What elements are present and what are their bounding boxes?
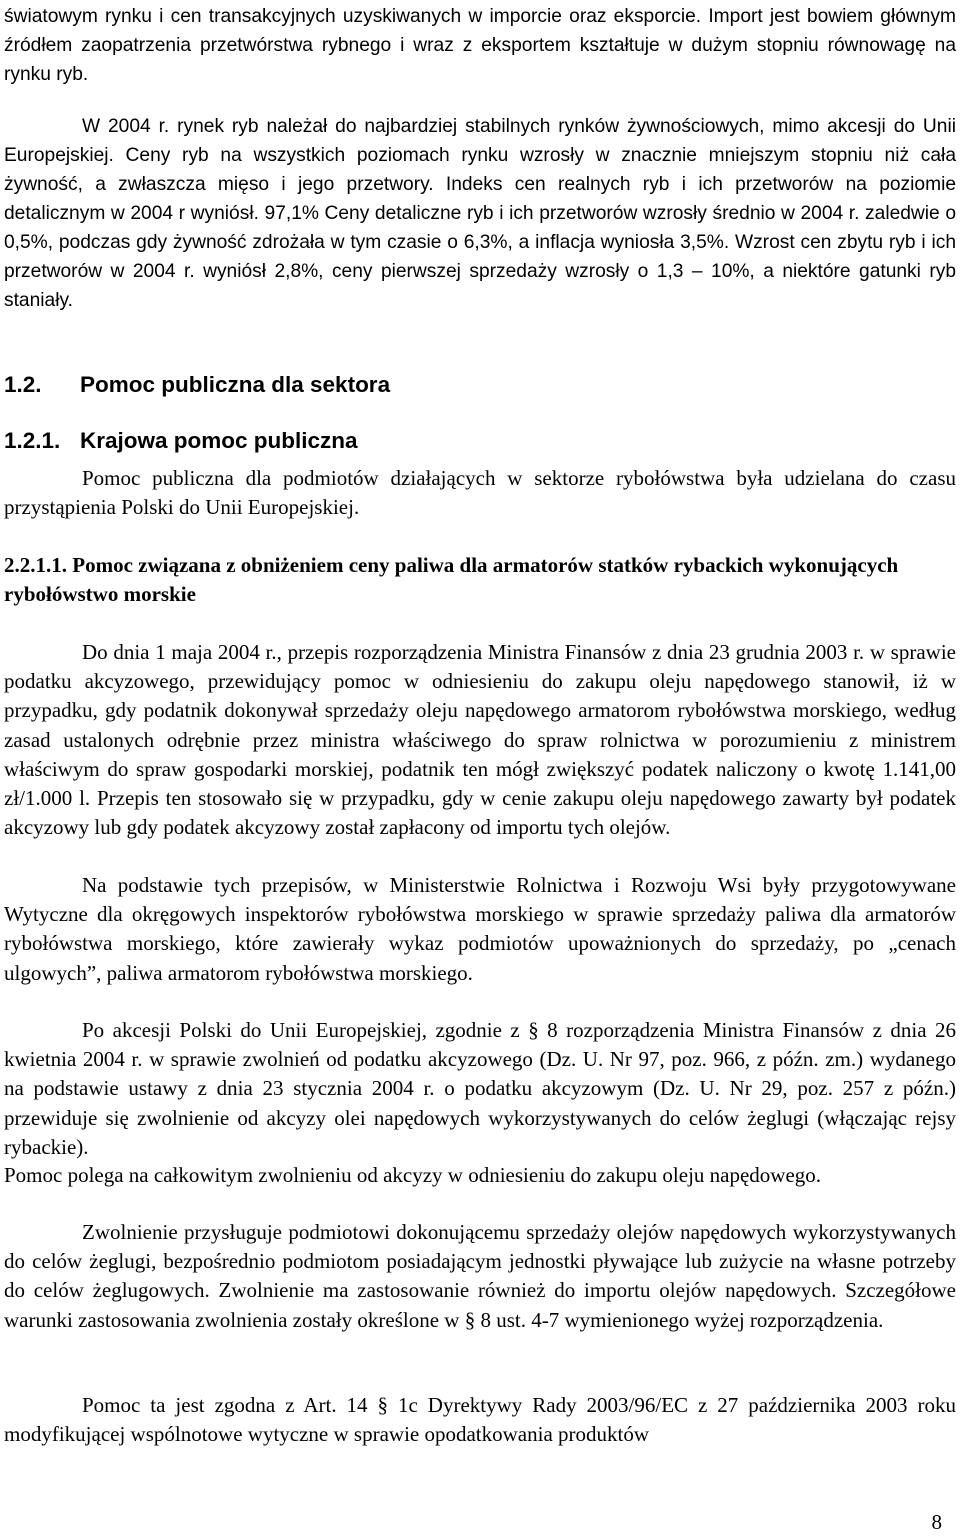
paragraph-after-accession: Po akcesji Polski do Unii Europejskiej, zgodnie z § 8 rozporządzenia Ministra Finansów z dnia 26 kwietnia 2004 r. w sprawie zwolnień od podatku akcyzowego (Dz. U. Nr 97, poz. 966, z późn. zm.) wydanego na podstawie ustawy z dnia 23 stycznia 2004 r. o podatku akcyzowym (Dz. U. Nr 29, poz. 257 z późn.) przewiduje się zwolnienie od akcyzy olei napędowych wykorzystywanych do celów żeglugi (włączając rejsy rybackie). bbox=[4, 1018, 956, 1159]
paragraph-aid-exemption: Pomoc polega na całkowitym zwolnieniu od akcyzy w odniesieniu do zakupu oleju napędowego. bbox=[4, 1163, 822, 1187]
heading-1-2-1-title: Krajowa pomoc publiczna bbox=[80, 428, 358, 453]
heading-1-2-title: Pomoc publiczna dla sektora bbox=[80, 372, 391, 397]
paragraph-fish-market-2004: W 2004 r. rynek ryb należał do najbardziej stabilnych rynków żywnościowych, mimo akcesji do Unii Europejskiej. Ceny ryb na wszystkich poziomach rynku wzrosły w znacznie mniejszym stopniu niż cała żywność, a zwłaszcza mięso i jego przetwory. Indeks cen realnych ryb i ich przetworów na poziomie detalicznym w 2004 r wyniósł. 97,1% Ceny detaliczne ryb i ich przetworów wzrosły średnio w 2004 r. zaledwie o 0,5%, podczas gdy żywność zdrożała w tym czasie o 6,3%, a inflacja wyniosła 3,5%. Wzrost cen zbytu ryb i ich przetworów w 2004 r. wyniósł 2,8%, ceny pierwszej sprzedaży wzrosły o 1,3 – 10%, a niektóre gatunki ryb staniały. bbox=[4, 116, 956, 311]
paragraph-directive-compliance: Pomoc ta jest zgodna z Art. 14 § 1c Dyrektywy Rady 2003/96/EC z 27 października 2003 roku modyfikującej wspólnotowe wytyczne w sprawie opodatkowania produktów bbox=[4, 1393, 956, 1447]
paragraph-exemption-details: Zwolnienie przysługuje podmiotowi dokonującemu sprzedaży olejów napędowych wykorzystywanych do celów żeglugi, bezpośrednio podmiotom posiadającym jednostki pływające lub zużycie na własne potrzeby do celów żeglugowych. Zwolnienie ma zastosowanie również do importu olejów napędowych. Szczegółowe warunki zastosowania zwolnienia zostały określone w § 8 ust. 4-7 wymienionego wyżej rozporządzenia. bbox=[4, 1220, 956, 1332]
heading-1-2-1 bbox=[4, 427, 358, 455]
heading-1-2-1-number: 1.2.1. bbox=[4, 428, 61, 453]
paragraph-fuel-aid-before-accession: Do dnia 1 maja 2004 r., przepis rozporządzenia Ministra Finansów z dnia 23 grudnia 2003 r. w sprawie podatku akcyzowego, przewidujący pomoc w odniesieniu do zakupu oleju napędowego stanowił, iż w przypadku, gdy podatnik dokonywał sprzedaży oleju napędowego armatorom rybołówstwa morskiego, według zasad ustalonych odrębnie przez ministra właściwego do spraw rolnictwa w porozumieniu z ministrem właściwym do spraw gospodarki morskiej, podatnik ten mógł zwiększyć podatek naliczony o kwotę 1.141,00 zł/1.000 l. Przepis ten stosowało się w przypadku, gdy w cenie zakupu oleju napędowego zawarty był podatek akcyzowy lub gdy podatek akcyzowy został zapłacony od importu tych olejów. bbox=[4, 640, 956, 840]
paragraph-guidelines: Na podstawie tych przepisów, w Ministerstwie Rolnictwa i Rozwoju Wsi były przygotowywane Wytyczne dla okręgowych inspektorów rybołówstwa morskiego w sprawie sprzedaży paliwa dla armatorów rybołówstwa morskiego, które zawierały wykaz podmiotów upoważnionych do sprzedaży, po „cenach ulgowych”, paliwa armatorom rybołówstwa morskiego. bbox=[4, 873, 956, 985]
heading-1-2-number: 1.2. bbox=[4, 372, 42, 397]
heading-1-2 bbox=[4, 371, 390, 399]
paragraph-public-aid-intro: Pomoc publiczna dla podmiotów działających w sektorze rybołówstwa była udzielana do czasu przystąpienia Polski do Unii Europejskiej. bbox=[4, 466, 956, 520]
heading-2-2-1-1: 2.2.1.1. Pomoc związana z obniżeniem ceny paliwa dla armatorów statków rybackich wykonujących rybołówstwo morskie bbox=[4, 553, 899, 606]
paragraph-import: światowym rynku i cen transakcyjnych uzyskiwanych w imporcie oraz eksporcie. Import jest bowiem głównym źródłem zaopatrzenia przetwórstwa rybnego i wraz z eksportem kształtuje w dużym stopniu równowagę na rynku ryb. bbox=[4, 6, 956, 85]
page-number: 8 bbox=[931, 1510, 942, 1534]
